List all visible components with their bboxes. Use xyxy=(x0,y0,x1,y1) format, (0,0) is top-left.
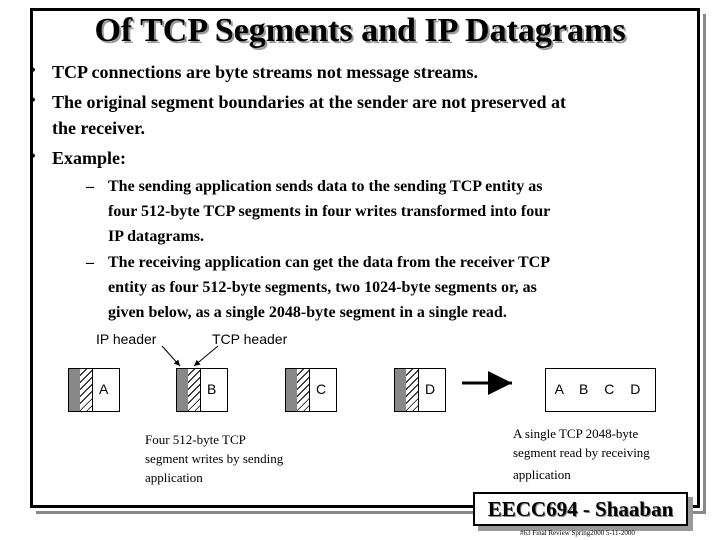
segment-c xyxy=(285,368,337,412)
segment-a xyxy=(68,368,120,412)
segment-d xyxy=(394,368,446,412)
sub-item-2-line-2: entity as four 512-byte segments, two 1024-byte segments or, as xyxy=(108,279,537,296)
sub-item-2-line-3: given below, as a single 2048-byte segment in a single read. xyxy=(108,304,507,321)
sub-item-1-line-2: four 512-byte TCP segments in four writes transformed into four xyxy=(108,203,551,220)
bullet-mark: • xyxy=(30,148,36,165)
left-caption-line-3: application xyxy=(145,470,203,485)
ip-header-pointer xyxy=(162,346,180,366)
bullet-3: Example: xyxy=(52,148,126,168)
segment-label: A xyxy=(99,381,109,397)
left-caption-line-2: segment writes by sending xyxy=(145,451,284,466)
tcp-header-pointer xyxy=(194,346,218,366)
slide-title: Of TCP Segments and IP Datagrams xyxy=(94,12,626,49)
segment-label: D xyxy=(425,381,436,397)
segment-b xyxy=(176,368,228,412)
slide-footer: #63 Final Review Spring2000 5-11-2000 xyxy=(520,529,635,537)
segment-label: B xyxy=(207,381,217,397)
dash-mark: – xyxy=(86,254,94,271)
course-badge: EECC694 - Shaaban xyxy=(473,492,688,526)
right-caption-line-2: segment read by receiving xyxy=(513,445,650,460)
left-caption-line-1: Four 512-byte TCP xyxy=(145,432,246,447)
sub-item-2-line-1: The receiving application can get the data from the receiver TCP xyxy=(108,254,551,271)
sub-item-1-line-1: The sending application sends data to the sending TCP entity as xyxy=(108,178,543,195)
tcp-header-block xyxy=(188,369,201,411)
bullet-2-cont: the receiver. xyxy=(52,118,145,138)
dash-mark: – xyxy=(86,178,94,195)
right-caption-line-3: application xyxy=(513,467,571,482)
bullet-mark: • xyxy=(30,92,36,109)
bullet-1: TCP connections are byte streams not message streams. xyxy=(52,62,478,82)
tcp-header-block xyxy=(80,369,93,411)
bullet-2: The original segment boundaries at the sender are not preserved at xyxy=(52,92,566,112)
ip-header-label: IP header xyxy=(96,331,157,347)
combined-segment xyxy=(545,368,656,412)
combined-label: A B C D xyxy=(554,381,647,397)
sub-item-1-line-3: IP datagrams. xyxy=(108,228,204,245)
tcp-header-block xyxy=(406,369,419,411)
bullet-mark: • xyxy=(30,62,36,79)
tcp-header-block xyxy=(297,369,310,411)
segment-label: C xyxy=(316,381,327,397)
right-caption-line-1: A single TCP 2048-byte xyxy=(513,426,639,441)
tcp-header-label: TCP header xyxy=(212,331,288,347)
